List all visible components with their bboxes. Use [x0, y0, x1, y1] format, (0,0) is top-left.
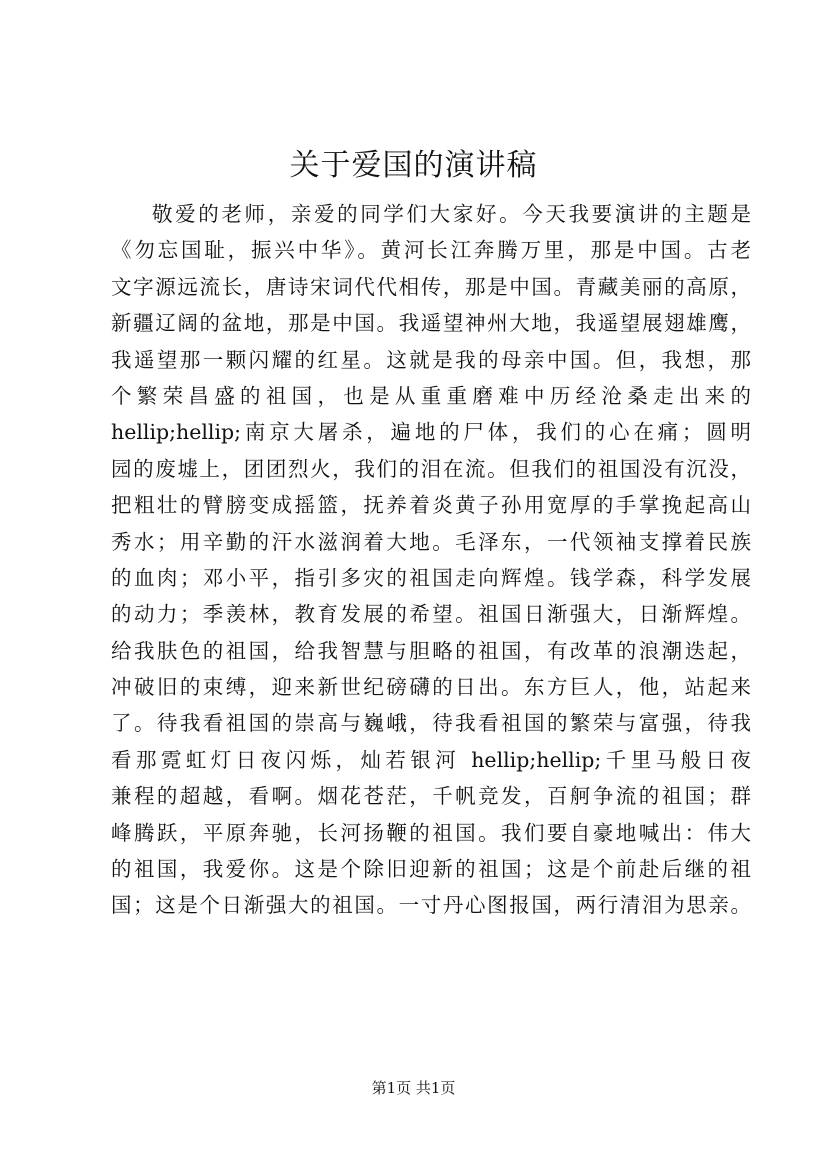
text-line: 给我肤色的祖国，给我智慧与胆略的祖国，有改革的浪潮迭起， — [111, 638, 751, 663]
text-line: 把粗壮的臂膀变成摇篮，抚养着炎黄子孙用宽厚的手掌挽起高山 — [111, 493, 751, 518]
speech-body — [111, 196, 751, 924]
text-line: 兼程的超越，看啊。烟花苍茫，千帆竞发，百舸争流的祖国；群 — [111, 784, 751, 809]
text-line: 个繁荣昌盛的祖国，也是从重重磨难中历经沧桑走出来的 — [111, 383, 751, 408]
text-line: 的动力；季羡林，教育发展的希望。祖国日渐强大，日渐辉煌。 — [111, 602, 751, 627]
text-line: 看那霓虹灯日夜闪烁，灿若银河 hellip;hellip;千里马般日夜 — [111, 747, 751, 772]
text-line: 园的废墟上，团团烈火，我们的泪在流。但我们的祖国没有沉没， — [111, 456, 751, 481]
text-line: 我遥望那一颗闪耀的红星。这就是我的母亲中国。但，我想，那 — [111, 347, 751, 372]
document-title: 关于爱国的演讲稿 — [289, 148, 538, 183]
text-line: 的血肉；邓小平，指引多灾的祖国走向辉煌。钱学森，科学发展 — [111, 565, 751, 590]
text-line: 秀水；用辛勤的汗水滋润着大地。毛泽东，一代领袖支撑着民族 — [111, 529, 751, 554]
text-line: 的祖国，我爱你。这是个除旧迎新的祖国；这是个前赴后继的祖 — [111, 857, 751, 882]
text-line: 《勿忘国耻，振兴中华》。黄河长江奔腾万里，那是中国。古老 — [111, 238, 751, 263]
text-line: 文字源远流长，唐诗宋词代代相传，那是中国。青藏美丽的高原， — [111, 274, 751, 299]
text-line: 新疆辽阔的盆地，那是中国。我遥望神州大地，我遥望展翅雄鹰， — [111, 311, 751, 336]
text-line: 国；这是个日渐强大的祖国。一寸丹心图报国，两行清泪为思亲。 — [111, 893, 751, 918]
text-line: 了。待我看祖国的崇高与巍峨，待我看祖国的繁荣与富强，待我 — [111, 711, 751, 736]
text-line: 峰腾跃，平原奔驰，长河扬鞭的祖国。我们要自豪地喊出：伟大 — [111, 820, 751, 845]
text-line: hellip;hellip;南京大屠杀，遍地的尸体，我们的心在痛；圆明 — [111, 420, 751, 445]
page-number-footer: 第1页 共1页 — [371, 1079, 456, 1097]
text-line: 冲破旧的束缚，迎来新世纪磅礴的日出。东方巨人，他，站起来 — [111, 675, 751, 700]
text-line: 敬爱的老师，亲爱的同学们大家好。今天我要演讲的主题是 — [152, 202, 751, 226]
